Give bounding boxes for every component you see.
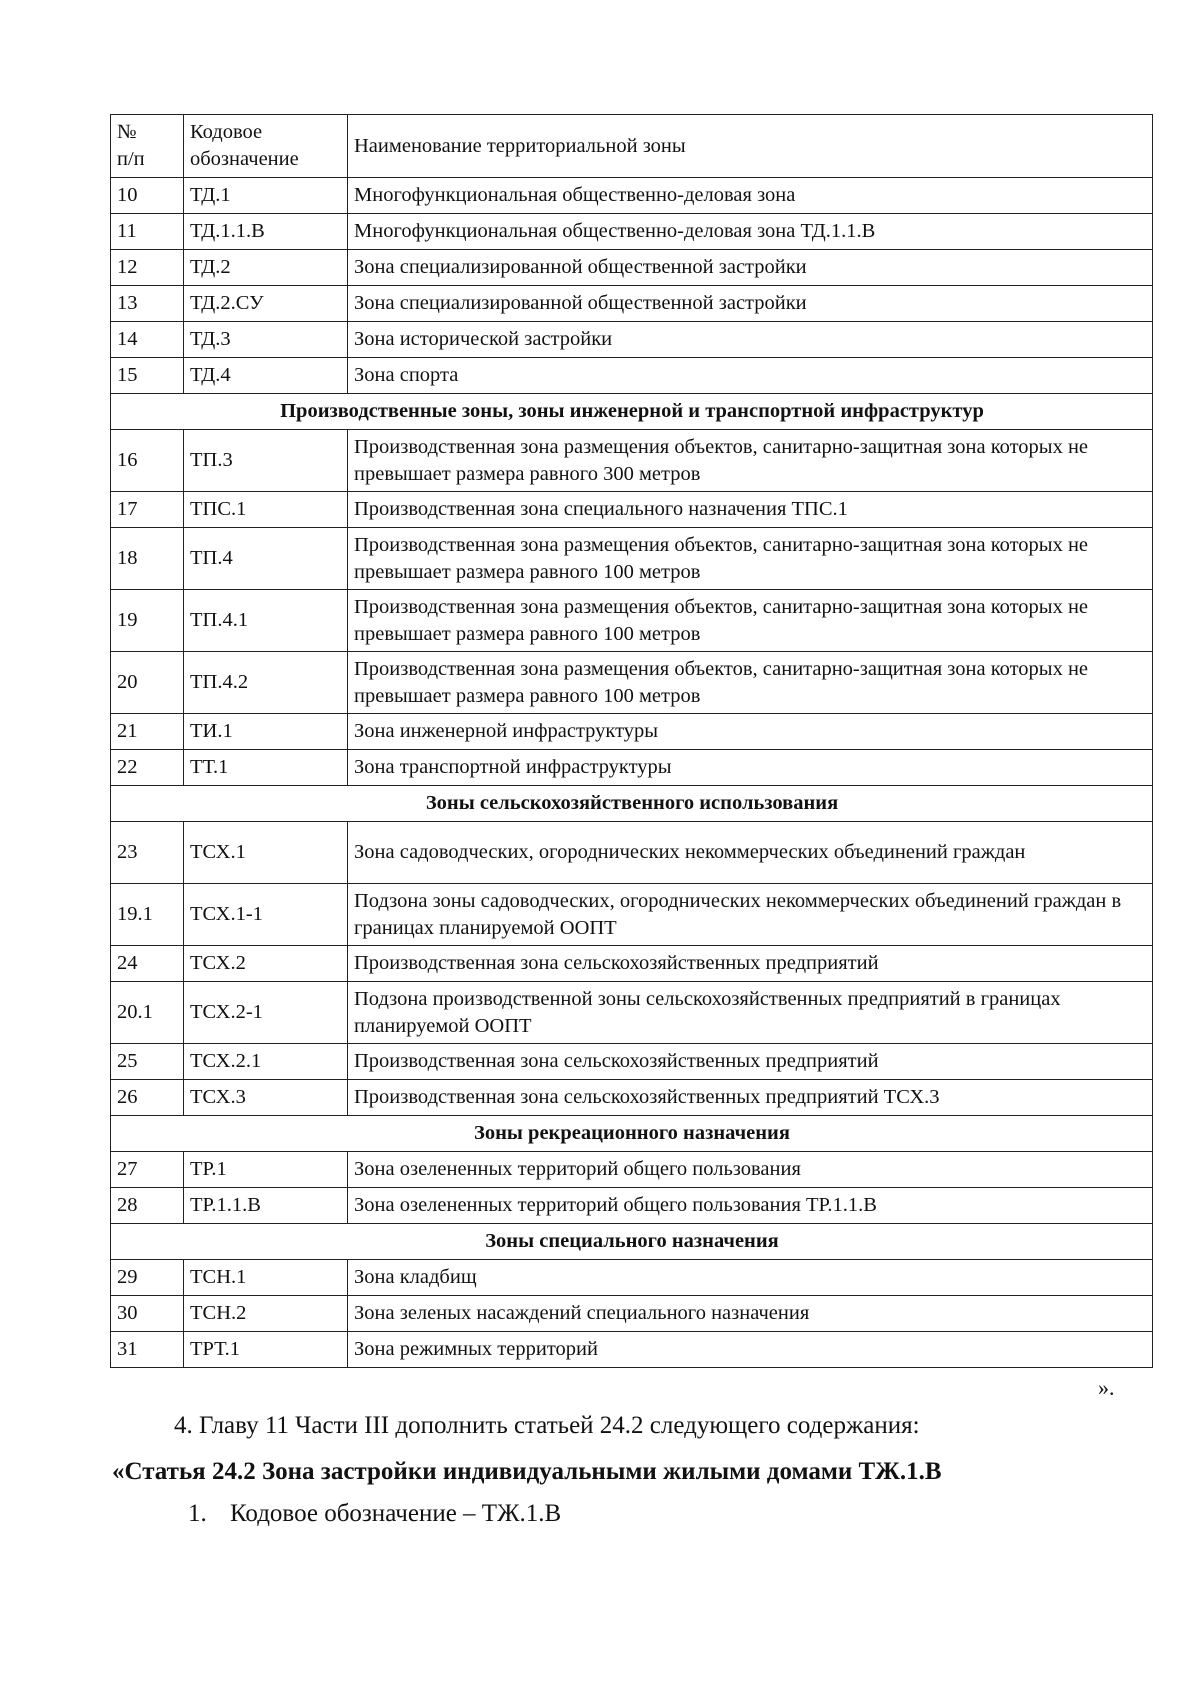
row-zone-name: Многофункциональная общественно-деловая зона ТД.1.1.В xyxy=(348,214,1153,250)
row-number: 18 xyxy=(111,528,184,590)
table-row xyxy=(111,982,1153,1044)
section-row xyxy=(111,786,1153,822)
row-number: 20.1 xyxy=(111,982,184,1044)
row-code: ТД.2.СУ xyxy=(184,286,348,322)
zones-table xyxy=(110,114,1153,1368)
row-number: 16 xyxy=(111,430,184,492)
table-row xyxy=(111,1332,1153,1368)
row-number: 25 xyxy=(111,1044,184,1080)
row-number: 11 xyxy=(111,214,184,250)
row-zone-name: Производственная зона сельскохозяйственных предприятий xyxy=(348,946,1153,982)
table-row xyxy=(111,946,1153,982)
list-item-number: 1. xyxy=(188,1500,207,1527)
row-code: ТСХ.1 xyxy=(184,822,348,884)
row-code: ТП.4.1 xyxy=(184,590,348,652)
table-row xyxy=(111,822,1153,884)
row-number: 12 xyxy=(111,250,184,286)
row-code: ТД.3 xyxy=(184,322,348,358)
row-zone-name: Зона транспортной инфраструктуры xyxy=(348,750,1153,786)
row-code: ТСХ.2 xyxy=(184,946,348,982)
row-number: 28 xyxy=(111,1188,184,1224)
table-row xyxy=(111,652,1153,714)
row-code: ТСН.1 xyxy=(184,1260,348,1296)
row-zone-name: Зона инженерной инфраструктуры xyxy=(348,714,1153,750)
table-row xyxy=(111,1260,1153,1296)
row-code: ТСХ.2-1 xyxy=(184,982,348,1044)
table-row xyxy=(111,358,1153,394)
section-title: Зоны специального назначения xyxy=(111,1224,1153,1260)
section-title: Зоны рекреационного назначения xyxy=(111,1116,1153,1152)
header-name xyxy=(348,115,1153,178)
row-code: ТД.2 xyxy=(184,250,348,286)
table-row xyxy=(111,590,1153,652)
row-zone-name: Производственная зона специального назначения ТПС.1 xyxy=(348,492,1153,528)
row-number: 15 xyxy=(111,358,184,394)
list-item xyxy=(188,1500,561,1528)
row-number: 30 xyxy=(111,1296,184,1332)
row-zone-name: Подзона производственной зоны сельскохозяйственных предприятий в границах планируемой ООПТ xyxy=(348,982,1153,1044)
table-row xyxy=(111,1152,1153,1188)
row-code: ТР.1.1.В xyxy=(184,1188,348,1224)
row-zone-name: Производственная зона размещения объектов, санитарно-защитная зона которых не превышает размера равного 100 метров xyxy=(348,528,1153,590)
table-row xyxy=(111,250,1153,286)
row-number: 21 xyxy=(111,714,184,750)
row-code: ТТ.1 xyxy=(184,750,348,786)
section-title: Производственные зоны, зоны инженерной и транспортной инфраструктур xyxy=(111,394,1153,430)
table-row xyxy=(111,286,1153,322)
table-header-row xyxy=(111,115,1153,178)
row-zone-name: Производственная зона размещения объектов, санитарно-защитная зона которых не превышает размера равного 300 метров xyxy=(348,430,1153,492)
row-code: ТИ.1 xyxy=(184,714,348,750)
row-zone-name: Зона режимных территорий xyxy=(348,1332,1153,1368)
article-heading: «Статья 24.2 Зона застройки индивидуальными жилыми домами ТЖ.1.В xyxy=(112,1458,942,1485)
row-zone-name: Зона садоводческих, огороднических некоммерческих объединений граждан xyxy=(348,822,1153,884)
row-zone-name: Зона кладбищ xyxy=(348,1260,1153,1296)
row-number: 19.1 xyxy=(111,884,184,946)
header-num xyxy=(111,115,184,178)
row-number: 23 xyxy=(111,822,184,884)
row-zone-name: Зона зеленых насаждений специального назначения xyxy=(348,1296,1153,1332)
row-zone-name: Производственная зона сельскохозяйственных предприятий xyxy=(348,1044,1153,1080)
row-code: ТР.1 xyxy=(184,1152,348,1188)
section-row xyxy=(111,1224,1153,1260)
row-number: 31 xyxy=(111,1332,184,1368)
table-row xyxy=(111,714,1153,750)
row-number: 27 xyxy=(111,1152,184,1188)
header-num-label: № п/п xyxy=(117,121,145,170)
row-zone-name: Подзона зоны садоводческих, огороднических некоммерческих объединений граждан в границах планируемой ООПТ xyxy=(348,884,1153,946)
section-row xyxy=(111,1116,1153,1152)
row-code: ТП.4.2 xyxy=(184,652,348,714)
row-zone-name: Зона исторической застройки xyxy=(348,322,1153,358)
section-row xyxy=(111,394,1153,430)
header-code xyxy=(184,115,348,178)
table-row xyxy=(111,1296,1153,1332)
table-row xyxy=(111,1080,1153,1116)
row-code: ТСХ.1-1 xyxy=(184,884,348,946)
row-number: 20 xyxy=(111,652,184,714)
row-code: ТД.1.1.В xyxy=(184,214,348,250)
row-code: ТД.1 xyxy=(184,178,348,214)
header-name-label: Наименование территориальной зоны xyxy=(354,134,686,157)
table-row xyxy=(111,178,1153,214)
row-number: 19 xyxy=(111,590,184,652)
table-row xyxy=(111,430,1153,492)
row-zone-name: Зона озелененных территорий общего пользования xyxy=(348,1152,1153,1188)
table-row xyxy=(111,1044,1153,1080)
row-zone-name: Зона спорта xyxy=(348,358,1153,394)
row-code: ТД.4 xyxy=(184,358,348,394)
row-code: ТПС.1 xyxy=(184,492,348,528)
row-code: ТРТ.1 xyxy=(184,1332,348,1368)
row-zone-name: Производственная зона размещения объектов, санитарно-защитная зона которых не превышает размера равного 100 метров xyxy=(348,652,1153,714)
closing-quote-mark: ». xyxy=(1098,1375,1115,1400)
row-zone-name: Производственная зона размещения объектов, санитарно-защитная зона которых не превышает размера равного 100 метров xyxy=(348,590,1153,652)
table-row xyxy=(111,322,1153,358)
table-row xyxy=(111,214,1153,250)
row-number: 29 xyxy=(111,1260,184,1296)
table-row xyxy=(111,492,1153,528)
row-code: ТП.3 xyxy=(184,430,348,492)
section-title: Зоны сельскохозяйственного использования xyxy=(111,786,1153,822)
row-code: ТСХ.3 xyxy=(184,1080,348,1116)
header-code-label: Кодовое обозначение xyxy=(190,121,299,170)
table-row xyxy=(111,884,1153,946)
row-code: ТП.4 xyxy=(184,528,348,590)
row-code: ТСН.2 xyxy=(184,1296,348,1332)
row-number: 14 xyxy=(111,322,184,358)
row-number: 24 xyxy=(111,946,184,982)
list-item-text: Кодовое обозначение – ТЖ.1.В xyxy=(230,1500,562,1527)
table-row xyxy=(111,528,1153,590)
row-number: 10 xyxy=(111,178,184,214)
row-zone-name: Зона специализированной общественной застройки xyxy=(348,250,1153,286)
row-zone-name: Производственная зона сельскохозяйственных предприятий ТСХ.3 xyxy=(348,1080,1153,1116)
table-row xyxy=(111,750,1153,786)
table-body xyxy=(111,178,1153,1368)
row-number: 22 xyxy=(111,750,184,786)
row-zone-name: Зона специализированной общественной застройки xyxy=(348,286,1153,322)
row-number: 13 xyxy=(111,286,184,322)
amendment-paragraph: 4. Главу 11 Части III дополнить статьей 24.2 следующего содержания: xyxy=(174,1412,920,1439)
row-number: 17 xyxy=(111,492,184,528)
row-zone-name: Зона озелененных территорий общего пользования ТР.1.1.В xyxy=(348,1188,1153,1224)
table-row xyxy=(111,1188,1153,1224)
row-code: ТСХ.2.1 xyxy=(184,1044,348,1080)
row-number: 26 xyxy=(111,1080,184,1116)
row-zone-name: Многофункциональная общественно-деловая зона xyxy=(348,178,1153,214)
